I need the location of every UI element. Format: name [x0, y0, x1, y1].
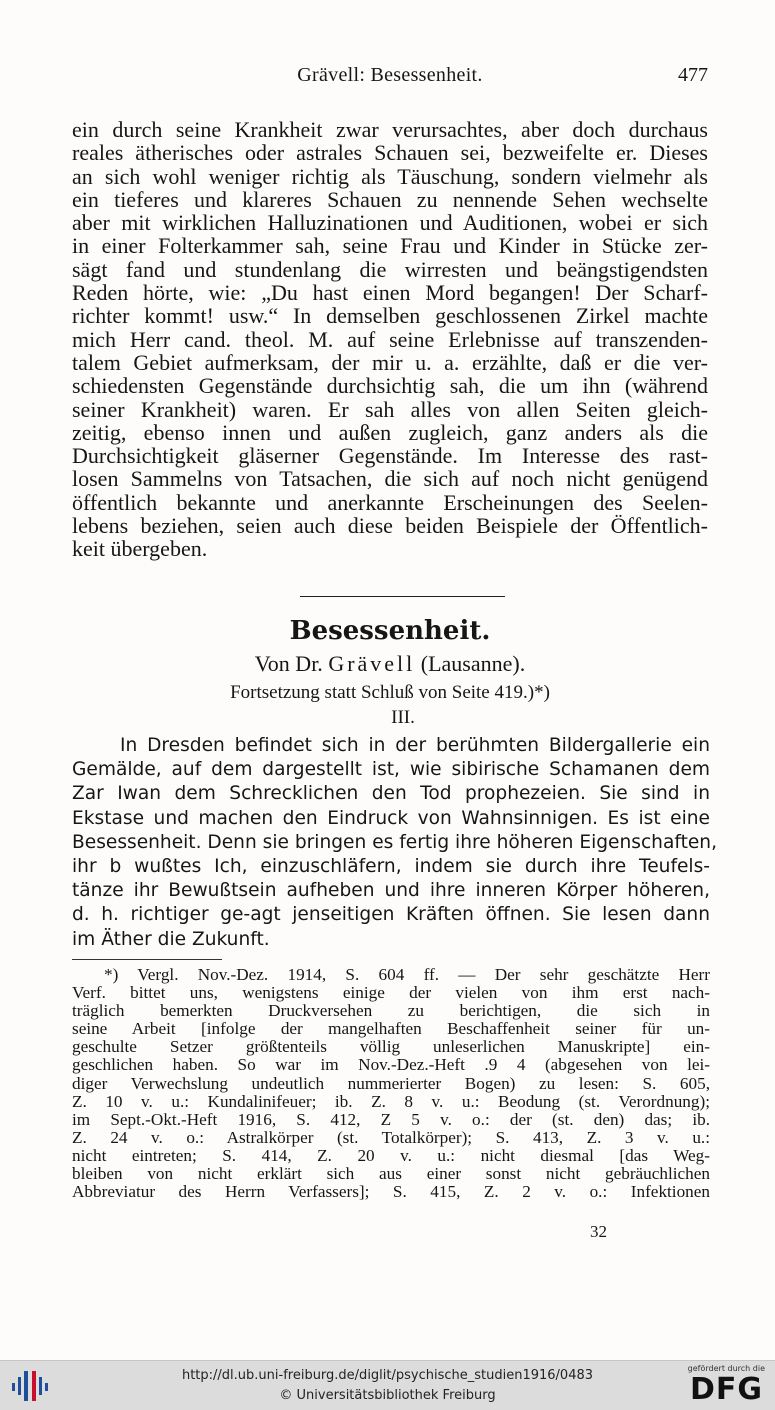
text-line: ein durch seine Krankheit zwar verursachtes, aber doch durchaus [72, 117, 708, 142]
text-line: schiedensten Gegenstände durchsichtig sah, die um ihn (während [72, 373, 708, 399]
copyright-notice: © Universitätsbibliothek Freiburg [279, 1388, 496, 1403]
text-line: keit übergeben. [72, 536, 208, 562]
footnote-line: Verf. bittet uns, wenigstens einige der vielen von ihm erst nach- [72, 983, 710, 1003]
text-line: richter kommt! usw.“ In demselben geschlossenen Zirkel machte [72, 303, 708, 329]
continuation-note: Fortsetzung statt Schluß von Seite 419.)*) [230, 682, 550, 703]
paragraph-article-body [72, 734, 717, 952]
text-line: aber mit wirklichen Halluzinationen und Auditionen, wobei er sich [72, 210, 708, 236]
text-line: Ekstase und machen den Eindruck von Wahnsinnigen. Es ist eine [72, 807, 710, 829]
text-line: Durchsichtigkeit gläserner Gegenstände. Im Interesse des rast- [72, 443, 708, 469]
page-number: 477 [678, 64, 708, 86]
section-divider [300, 596, 505, 597]
footnote-line: geschlichen haben. So war im Nov.-Dez.-Heft .9 4 (abgesehen von lei- [72, 1055, 710, 1075]
footnote-line: geschulte Setzer größtenteils völlig unleserlichen Manuskripte] ein- [72, 1037, 710, 1057]
text-line: öffentlich bekannte und anerkannte Erscheinungen des Seelen- [72, 489, 708, 515]
signature-mark: 32 [590, 1222, 607, 1241]
footnote-line: im Sept.-Okt.-Heft 1916, S. 412, Z 5 v. o.: der (st. den) das; ib. [72, 1109, 710, 1129]
text-line: losen Sammelns von Tatsachen, die sich auf noch nicht genügend [72, 466, 708, 492]
author-name: Grävell [328, 651, 416, 676]
footnote-line: seine Arbeit [infolge der mangelhaften Beschaffenheit seiner für un- [72, 1019, 710, 1039]
text-line: tänze ihr Bewußtsein aufheben und ihre inneren Körper höheren, [72, 880, 710, 902]
footnote-line: Z. 24 v. o.: Astralkörper (st. Totalkörper); S. 413, Z. 3 v. u.: [72, 1127, 710, 1147]
text-line: lebens beziehen, seien auch diese beiden Beispiele der Öffentlich- [72, 513, 708, 539]
footnote-line: Z. 10 v. u.: Kundalinifeuer; ib. Z. 8 v. u.: Beodung (st. Verordnung); [72, 1091, 710, 1111]
text-line: ihr b wußtes Ich, einzuschläfern, indem sie durch ihre Teufels- [72, 856, 710, 878]
text-line: d. h. richtiger ge-agt jenseitigen Kräften öffnen. Sie lesen dann [72, 904, 710, 926]
footnote-divider [72, 959, 222, 960]
dfg-logo-icon[interactable]: DFG [689, 1372, 763, 1407]
footnote-line: *) Vergl. Nov.-Dez. 1914, S. 604 ff. — Der sehr geschätzte Herr [104, 965, 710, 984]
section-number: III. [391, 707, 415, 728]
footnote-line: träglich bemerkten Druckversehen zu berichtigen, die sich in [72, 1001, 710, 1021]
text-line: zeitig, ebenso innen und außen zugleich, ganz anders als die [72, 419, 708, 445]
ub-freiburg-logo-icon[interactable] [10, 1369, 54, 1403]
byline [72, 651, 708, 677]
sponsor-note: gefördert durch die [687, 1364, 765, 1373]
text-line: mich Herr cand. theol. M. auf seine Erlebnisse auf transzenden- [72, 326, 708, 352]
permalink[interactable]: http://dl.ub.uni-freiburg.de/diglit/psychische_studien1916/0483 [181, 1368, 594, 1383]
text-line: Besessenheit. Denn sie bringen es fertig ihre höheren Eigenschaften, [72, 831, 717, 853]
text-line: Gemälde, auf dem dargestellt ist, wie sibirische Schamanen dem [72, 759, 710, 781]
footnote [72, 966, 710, 1201]
paragraph-previous-article [72, 118, 708, 561]
text-line: talem Gebiet aufmerksam, der mir u. a. erzählte, daß er die ver- [72, 349, 708, 375]
text-line: seiner Krankheit) waren. Er sah alles von allen Seiten gleich- [72, 396, 708, 422]
running-head [72, 64, 708, 92]
text-line: ein tieferes und klareres Schauen zu nennende Sehen wechselte [72, 186, 708, 212]
text-line: sägt fand und stundenlang die wirresten und beängstigendsten [72, 256, 708, 282]
footnote-line: nicht eintreten; S. 414, Z. 20 v. u.: nicht diesmal [das Weg- [72, 1145, 710, 1165]
text-line: an sich wohl weniger richtig als Täuschung, sondern vielmehr als [72, 163, 708, 189]
footnote-line: diger Verwechslung undeutlich nummerierter Bogen) zu lesen: S. 605, [72, 1073, 710, 1093]
viewer-footer [0, 1360, 775, 1410]
text-line: Reden hörte, wie: „Du hast einen Mord begangen! Der Scharf- [72, 280, 708, 306]
byline-prefix: Von Dr. [254, 651, 323, 676]
text-line: In Dresden befindet sich in der berühmten Bildergallerie ein [120, 735, 710, 756]
text-line: Zar Iwan dem Schrecklichen den Tod prophezeien. Sie sind in [72, 783, 710, 805]
text-line: reales ätherisches oder astrales Schauen sei, bezweifelte er. Dieses [72, 140, 708, 166]
author-location: (Lausanne). [420, 651, 526, 676]
running-title: Grävell: Besessenheit. [297, 64, 483, 86]
footnote-line: bleiben von nicht erklärt sich aus einer sonst nicht gebräuchlichen [72, 1164, 710, 1184]
article-title: Besessenheit. [289, 616, 491, 646]
text-line: im Äther die Zukunft. [72, 928, 270, 950]
text-line: in einer Folterkammer sah, seine Frau und Kinder in Stücke zer- [72, 233, 708, 259]
footnote-line: Abbreviatur des Herrn Verfassers]; S. 415, Z. 2 v. o.: Infektionen [72, 1182, 710, 1202]
